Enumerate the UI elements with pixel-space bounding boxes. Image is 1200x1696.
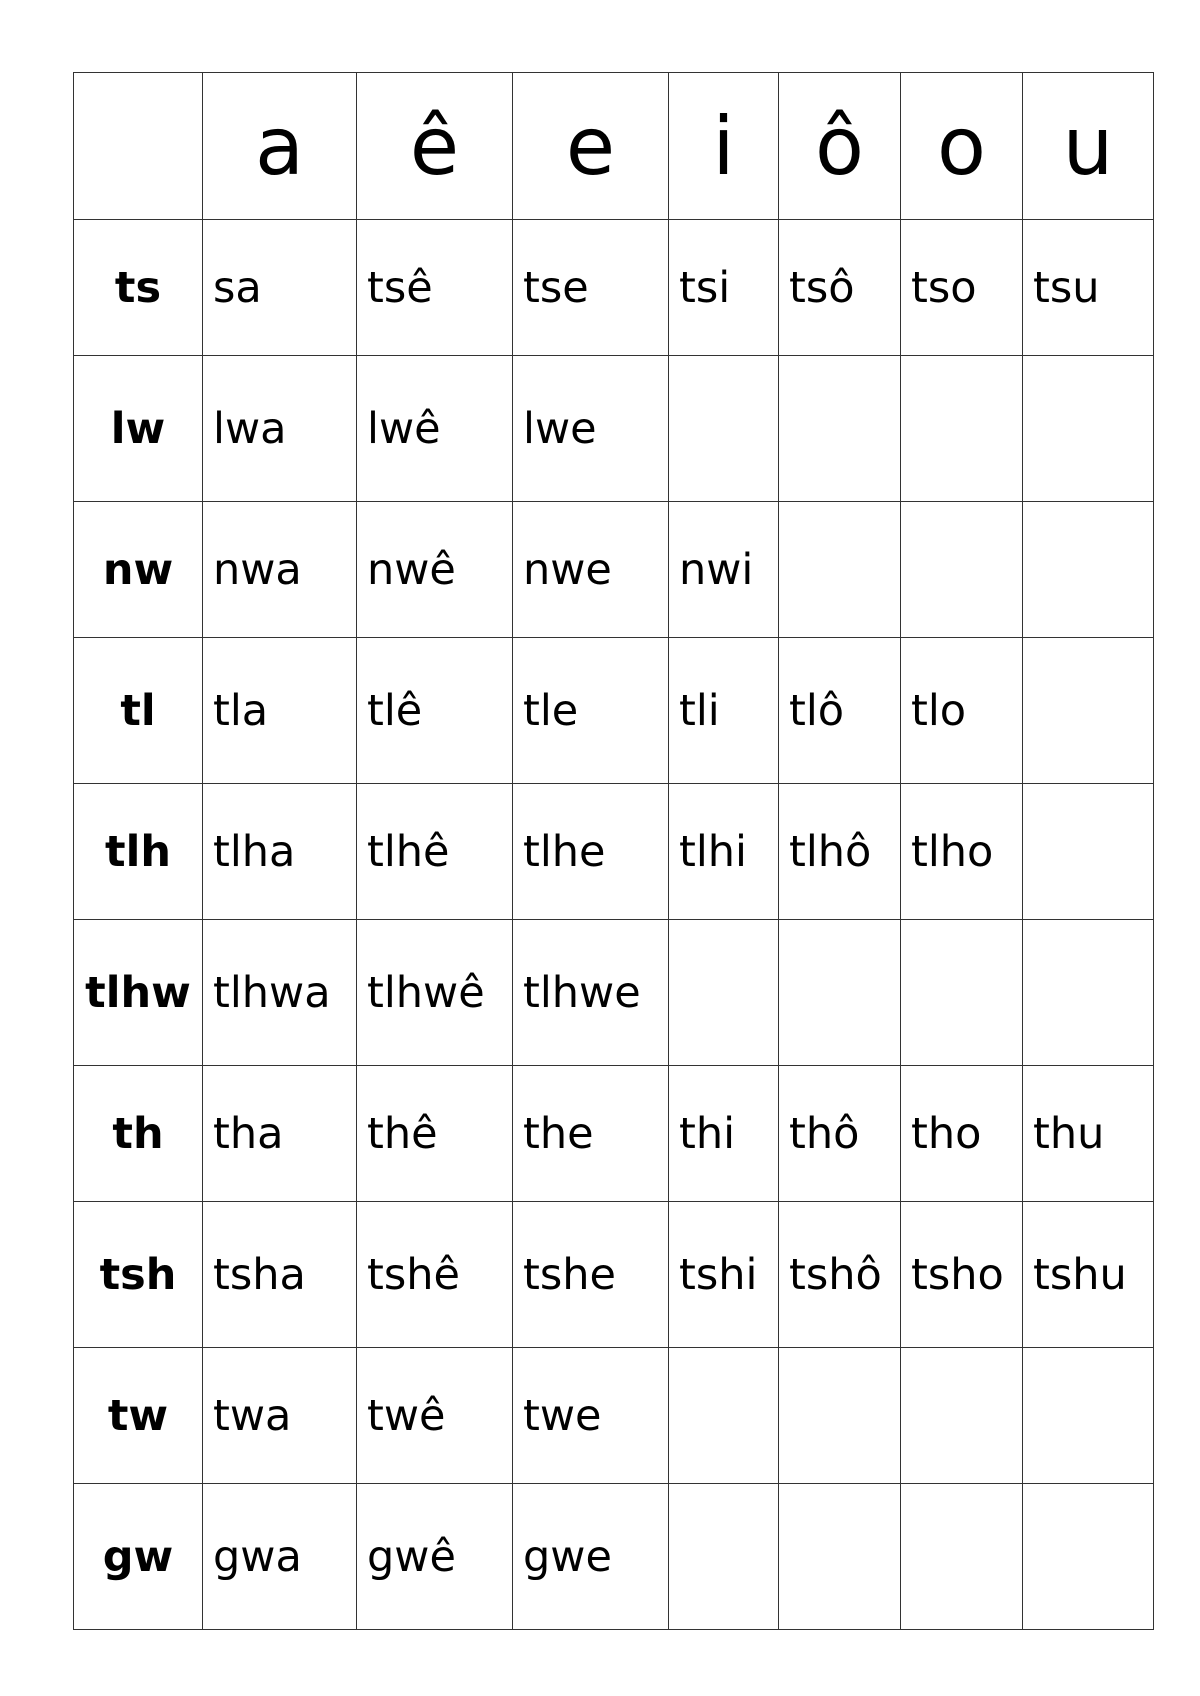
table-row bbox=[74, 502, 1154, 638]
syllable-cell: tlo bbox=[901, 638, 1023, 784]
syllable-cell: tlhwe bbox=[513, 920, 669, 1066]
syllable-cell: thê bbox=[357, 1066, 513, 1202]
consonant-label: ts bbox=[74, 220, 203, 356]
syllable-cell: tshe bbox=[513, 1202, 669, 1348]
syllable-cell: nwe bbox=[513, 502, 669, 638]
syllable-cell bbox=[901, 502, 1023, 638]
syllable-cell: tsê bbox=[357, 220, 513, 356]
table-row bbox=[74, 1484, 1154, 1630]
syllable-cell: tlhi bbox=[669, 784, 779, 920]
syllable-cell: tlê bbox=[357, 638, 513, 784]
syllable-cell bbox=[779, 920, 901, 1066]
syllable-cell: tha bbox=[203, 1066, 357, 1202]
vowel-header-e: e bbox=[513, 73, 669, 220]
syllable-cell bbox=[1023, 1348, 1154, 1484]
syllable-cell: lwe bbox=[513, 356, 669, 502]
table-row bbox=[74, 1348, 1154, 1484]
syllable-cell: tlhe bbox=[513, 784, 669, 920]
syllable-cell: lwê bbox=[357, 356, 513, 502]
syllable-cell: tshu bbox=[1023, 1202, 1154, 1348]
syllable-chart bbox=[73, 72, 1154, 1630]
consonant-label: tsh bbox=[74, 1202, 203, 1348]
table-row bbox=[74, 920, 1154, 1066]
syllable-cell bbox=[1023, 356, 1154, 502]
syllable-cell: tso bbox=[901, 220, 1023, 356]
syllable-cell: tsha bbox=[203, 1202, 357, 1348]
syllable-cell bbox=[901, 920, 1023, 1066]
syllable-cell: tshô bbox=[779, 1202, 901, 1348]
syllable-cell bbox=[779, 1348, 901, 1484]
vowel-header-u: u bbox=[1023, 73, 1154, 220]
syllable-cell: tle bbox=[513, 638, 669, 784]
consonant-label: nw bbox=[74, 502, 203, 638]
syllable-cell: nwê bbox=[357, 502, 513, 638]
syllable-table bbox=[73, 72, 1154, 1630]
syllable-cell bbox=[1023, 784, 1154, 920]
syllable-cell: tsu bbox=[1023, 220, 1154, 356]
syllable-cell: tho bbox=[901, 1066, 1023, 1202]
consonant-label: lw bbox=[74, 356, 203, 502]
syllable-cell: tsô bbox=[779, 220, 901, 356]
table-row bbox=[74, 1066, 1154, 1202]
syllable-cell bbox=[1023, 638, 1154, 784]
syllable-cell: tli bbox=[669, 638, 779, 784]
consonant-label: tw bbox=[74, 1348, 203, 1484]
syllable-cell: tlô bbox=[779, 638, 901, 784]
consonant-label: tlhw bbox=[74, 920, 203, 1066]
syllable-cell bbox=[1023, 1484, 1154, 1630]
syllable-cell: tse bbox=[513, 220, 669, 356]
syllable-cell: gwe bbox=[513, 1484, 669, 1630]
consonant-label: tlh bbox=[74, 784, 203, 920]
syllable-cell: nwa bbox=[203, 502, 357, 638]
vowel-header-o: o bbox=[901, 73, 1023, 220]
syllable-cell bbox=[779, 1484, 901, 1630]
syllable-cell bbox=[669, 356, 779, 502]
syllable-cell: tlhô bbox=[779, 784, 901, 920]
syllable-cell: nwi bbox=[669, 502, 779, 638]
table-row bbox=[74, 356, 1154, 502]
syllable-cell: twê bbox=[357, 1348, 513, 1484]
syllable-cell: the bbox=[513, 1066, 669, 1202]
syllable-cell bbox=[901, 1348, 1023, 1484]
syllable-cell: tlhwa bbox=[203, 920, 357, 1066]
syllable-cell: gwa bbox=[203, 1484, 357, 1630]
syllable-cell bbox=[669, 1484, 779, 1630]
vowel-header-o-circumflex: ô bbox=[779, 73, 901, 220]
syllable-cell: tlhwê bbox=[357, 920, 513, 1066]
vowel-header-i: i bbox=[669, 73, 779, 220]
syllable-cell: tsho bbox=[901, 1202, 1023, 1348]
vowel-header-e-circumflex: ê bbox=[357, 73, 513, 220]
corner-cell bbox=[74, 73, 203, 220]
table-row bbox=[74, 220, 1154, 356]
vowel-header-row bbox=[74, 73, 1154, 220]
syllable-cell: tshi bbox=[669, 1202, 779, 1348]
table-row bbox=[74, 784, 1154, 920]
consonant-label: gw bbox=[74, 1484, 203, 1630]
syllable-cell: twe bbox=[513, 1348, 669, 1484]
consonant-label: tl bbox=[74, 638, 203, 784]
syllable-cell: twa bbox=[203, 1348, 357, 1484]
syllable-cell: tlha bbox=[203, 784, 357, 920]
syllable-cell: thi bbox=[669, 1066, 779, 1202]
syllable-cell bbox=[669, 920, 779, 1066]
syllable-cell: tsi bbox=[669, 220, 779, 356]
syllable-cell bbox=[779, 502, 901, 638]
table-row bbox=[74, 1202, 1154, 1348]
syllable-cell bbox=[1023, 920, 1154, 1066]
syllable-cell: thô bbox=[779, 1066, 901, 1202]
syllable-cell bbox=[901, 1484, 1023, 1630]
syllable-cell bbox=[901, 356, 1023, 502]
syllable-cell: tlhê bbox=[357, 784, 513, 920]
syllable-cell: gwê bbox=[357, 1484, 513, 1630]
syllable-cell: lwa bbox=[203, 356, 357, 502]
syllable-cell: thu bbox=[1023, 1066, 1154, 1202]
vowel-header-a: a bbox=[203, 73, 357, 220]
syllable-cell: sa bbox=[203, 220, 357, 356]
syllable-cell bbox=[1023, 502, 1154, 638]
syllable-cell bbox=[779, 356, 901, 502]
syllable-cell bbox=[669, 1348, 779, 1484]
consonant-label: th bbox=[74, 1066, 203, 1202]
syllable-cell: tlho bbox=[901, 784, 1023, 920]
table-row bbox=[74, 638, 1154, 784]
syllable-cell: tshê bbox=[357, 1202, 513, 1348]
syllable-cell: tla bbox=[203, 638, 357, 784]
